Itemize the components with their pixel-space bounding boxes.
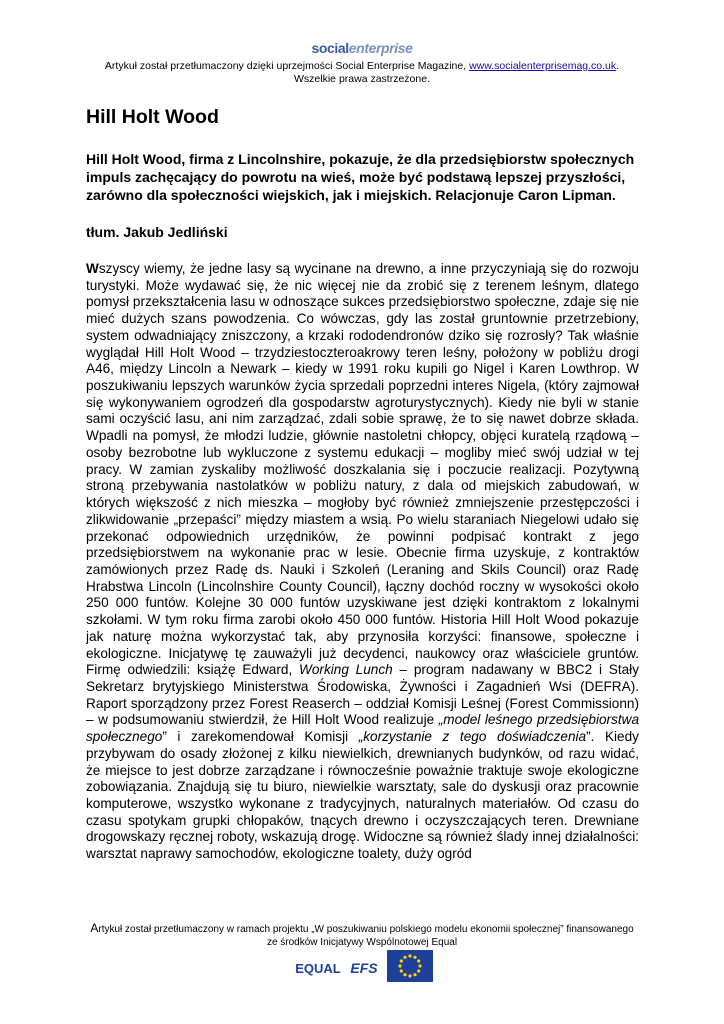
article <box>86 104 639 922</box>
svg-text:EFS: EFS <box>350 960 378 976</box>
translation-credit: Artykuł został przetłumaczony dzięki uprzejmości Social Enterprise Magazine, www.socialenterprisemag.co.uk. Wszelkie prawa zastrzeżone. <box>104 60 620 85</box>
article-title: Hill Holt Wood <box>86 106 219 128</box>
translator-credit: tłum. Jakub Jedliński <box>86 224 228 240</box>
rights-notice: Wszelkie prawa zastrzeżone. <box>294 73 430 85</box>
italic-quote-experience: „korzystanie z tego doświadczenia <box>358 729 587 745</box>
italic-program-name: Working Lunch <box>299 662 393 678</box>
footer-project-note: rtykuł został przetłumaczony w ramach projektu „W poszukiwaniu polskiego modelu ekonomii społecznej” finansowanego <box>98 924 634 935</box>
italic-quote-model: „model leśnego przedsiębiorstwa społecznego <box>86 712 639 745</box>
footer-funding-note: ze środków Inicjatywy Wspólnotowej Equal <box>266 937 458 948</box>
efs-logo <box>344 956 384 978</box>
source-link[interactable]: www.socialenterprisemag.co.uk <box>469 60 617 72</box>
social-enterprise-logo: socialenterprise <box>311 40 413 56</box>
svg-text:EQUAL: EQUAL <box>295 961 341 976</box>
drop-cap: W <box>86 261 99 276</box>
funding-logos <box>294 950 434 984</box>
equal-logo <box>294 956 342 978</box>
article-body: Wszyscy wiemy, że jedne lasy są wycinane na drewno, a inne przyczyniają się do rozwoju turystyki. Może wydawać się, że nic więcej nie da zrobić się z terenem leśnym, dlatego pomysł przekształcenia lasu w odnoszące sukces przedsiębiorstwo społeczne, zdaje się nie mieć dużych szans powodzenia. Co wówczas, gdy las został gruntownie przetrzebiony, system odwadniający zniszczony, a krzaki rododendronów dziko się rozrosły? Tak właśnie wyglądał Hill Holt Wood – trzydziestoczteroakrowy teren leśny, położony w pobliżu drogi A46, między Lincoln a Newark – kiedy w 1991 roku kupili go Nigel i Karen Lowthrop. W poszukiwaniu lepszych warunków życia sprzedali poprzedni interes Nigela, (który zajmował się wykonywaniem ogrodzeń dla gospodarstw agroturystycznych). Kiedy nie byli w stanie sami oczyścić lasu, ani nim zarządzać, zdali sobie sprawę, że to się nawet dobrze składa. Wpadli na pomysł, że młodzi ludzie, głównie nastoletni chłopcy, objęci kuratelą rządową – osoby bezrobotne lub wykluczone z systemu edukacji – mogliby mieć swój udział w tej pracy. W zamian zyskaliby możliwość doszkalania się i poczucie realizacji. Pozytywną stroną przebywania nastolatków w pobliżu natury, z dala od miejskich zabudowań, w których większość z nich mieszka – mogłoby być również zmniejszenie przestępczości i zlikwidowanie „przepaści” między miastem a wsią. Po wielu staraniach Niegelowi udało się przekonać odpowiednich urzędników, że powinni podpisać kontrakt z jego przedsiębiorstwem na wykonanie prac w lesie. Obecnie firma uzyskuje, z kontraktów zamówionych przez Radę ds. Nauki i Szkoleń (Leraning and Skils Council) oraz Radę Hrabstwa Lincoln (Lincolnshire County Council), łączny dochód roczny w wysokości około 250 000 funtów. Kolejne 30 000 funtów uzyskiwane jest dzięki kontraktom z lokalnymi szkołami. W tym roku firma zarobi około 450 000 funtów. Historia Hill Holt Wood pokazuje jak naturę można wykorzystać tak, aby przynosiła korzyści: finansowe, społeczne i ekologiczne. Inicjatywę tę zauważyli już decydenci, naukowcy oraz właściciele gruntów. Firmę odwiedzili: książę Edward, Working Lunch – program nadawany w BBC2 i Stały Sekretarz brytyjskiego Ministerstwa Środowiska, Żywności i Zagadnień Wsi (DEFRA). Raport sporządzony przez Forest Reaserch – oddział Komisji Leśnej (Forest Commissionn) – w podsumowaniu stwierdził, że Hill Holt Wood realizuje „model leśnego przedsiębiorstwa społecznego” i zarekomendował Komisji „korzystanie z tego doświadczenia”. Kiedy przybywam do osady złożonej z kilku niewielkich, drewnianych budynków, od razu widać, że miejsce to jest dobrze zarządzane i równocześnie poważnie traktuje swoje ekologiczne zobowiązania. Znajdują się tu biuro, niewielkie warsztaty, sale do dyskusji oraz pracownie komputerowe, wszystko wykonane z tradycyjnych, naturalnych materiałów. Od czasu do czasu spotykam grupki chłopaków, tnących drewno i oczyszczających teren. Drewniane drogowskazy ręcznej roboty, wskazują drogę. Widoczne są również ślady innej działalności: warsztat naprawy samochodów, ekologiczne toalety, duży ogród <box>86 261 639 862</box>
eu-flag-icon <box>387 950 433 982</box>
article-lead: Hill Holt Wood, firma z Lincolnshire, pokazuje, że dla przedsiębiorstw społecznych impuls zachęcający do powrotu na wieś, może być podstawą lepszej przyszłości, zarówno dla społeczności wiejskich, jak i miejskich. Relacjonuje Caron Lipman. <box>86 151 635 203</box>
page-header <box>0 40 724 86</box>
page-footer: Artykuł został przetłumaczony w ramach projektu „W poszukiwaniu polskiego modelu ekonomii społecznej” finansowanego ze środków Inicjatywy Wspólnotowej Equal <box>90 921 634 948</box>
